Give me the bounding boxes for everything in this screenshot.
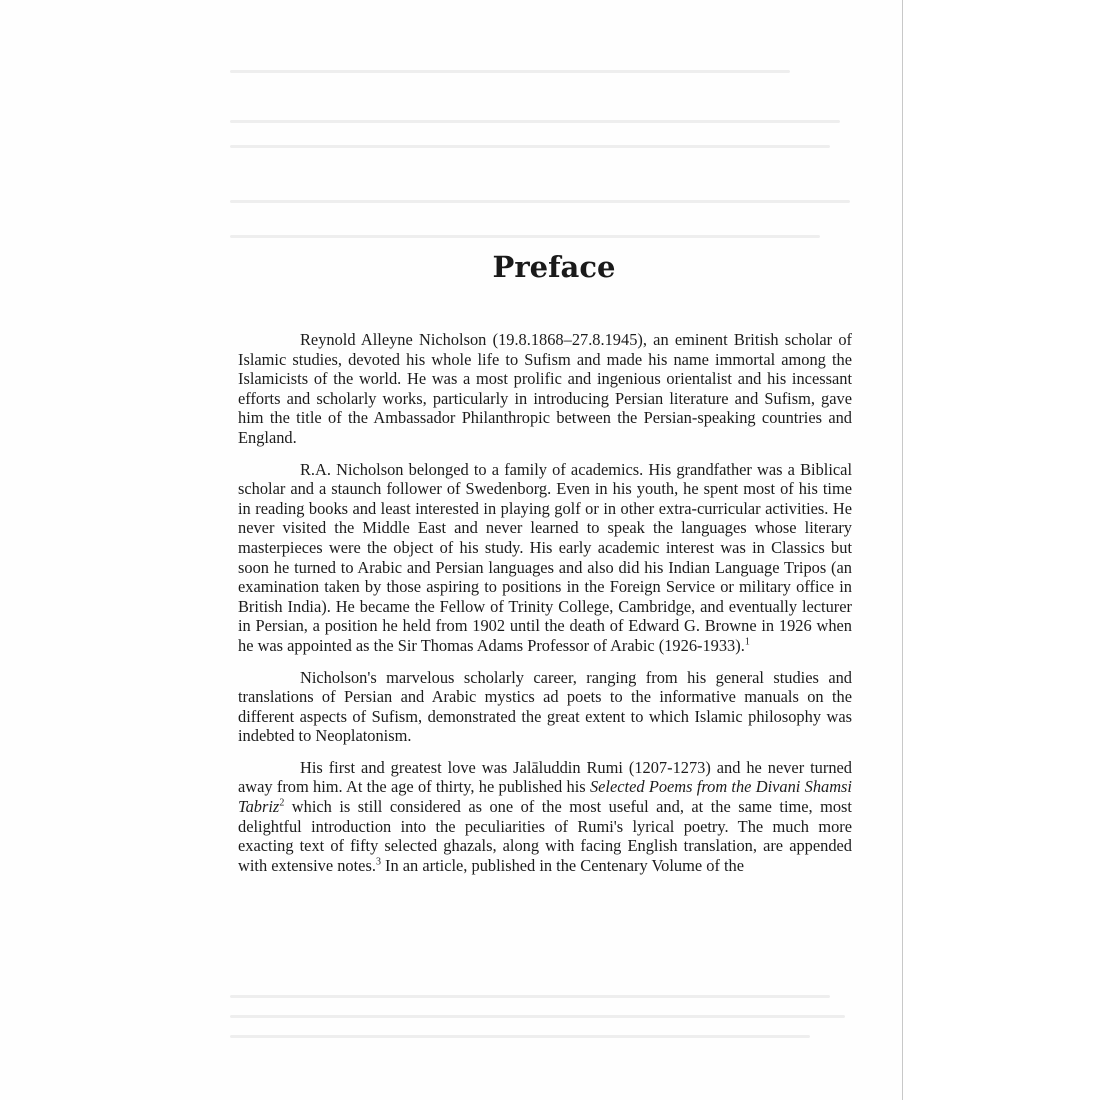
show-through-line — [230, 1015, 845, 1018]
show-through-line — [230, 145, 830, 148]
paragraph — [238, 460, 852, 656]
book-title: Selected Poems from the Divani Shamsi Tabriz — [238, 777, 852, 817]
paragraph-text: Nicholson's marvelous scholarly career, ranging from his general studies and translations of Persian and Arabic mystics ad poets to the informative manuals on the different aspects of Sufism, demonstrated the great extent to which Islamic philosophy was indebted to Neoplatonism. — [238, 667, 852, 746]
show-through-line — [230, 70, 790, 73]
show-through-line — [230, 1035, 810, 1038]
page-title: Preface — [492, 250, 616, 284]
show-through-line — [230, 235, 820, 238]
paragraph-text: His first and greatest love was Jalāluddin Rumi (1207-1273) and he never turned away from him. At the age of thirty, he published his — [238, 757, 852, 797]
show-through-line — [230, 995, 830, 998]
paragraph-text: which is still considered as one of the most useful and, at the same time, most delightful introduction into the peculiarities of Rumi's lyrical poetry. The much more exacting text of fifty selected ghazals, along with facing English translation, are appended with extensive notes. — [238, 797, 852, 875]
footnote-marker: 2 — [279, 797, 285, 809]
show-through-line — [230, 200, 850, 203]
footnote-marker: 3 — [375, 856, 381, 868]
paragraph-text: R.A. Nicholson belonged to a family of academics. His grandfather was a Biblical scholar and a staunch follower of Swedenborg. Even in his youth, he spent most of his time in reading books and least interested in playing golf or in other extra-curricular activities. He never visited the Middle East and never learned to speak the languages whose literary masterpieces were the object of his study. His early academic interest was in Classics but soon he turned to Arabic and Persian languages and also did his Indian Language Tripos (an examination taken by those aspiring to positions in the Foreign Service or military office in British India). He became the Fellow of Trinity College, Cambridge, and eventually lecturer in Persian, a position he held from 1902 until the death of Edward G. Browne in 1926 when he was appointed as the Sir Thomas Adams Professor of Arabic (1926-1933). — [238, 459, 852, 655]
page-margin — [903, 0, 1100, 1100]
paragraph-text: In an article, published in the Centenary Volume of the — [380, 855, 745, 875]
paragraph — [238, 668, 852, 746]
footnote-marker: 1 — [744, 636, 750, 648]
paragraph-text: Reynold Alleyne Nicholson (19.8.1868–27.8.1945), an eminent British scholar of Islamic studies, devoted his whole life to Sufism and made his name immortal among the Islamicists of the world. He was a most prolific and ingenious orientalist and his incessant efforts and scholarly works, particularly in introducing Persian literature and Sufism, gave him the title of the Ambassador Philanthropic between the Persian-speaking countries and England. — [238, 330, 852, 447]
preface-body — [238, 330, 852, 887]
show-through-line — [230, 120, 840, 123]
paragraph — [238, 758, 852, 876]
paragraph — [238, 330, 852, 448]
